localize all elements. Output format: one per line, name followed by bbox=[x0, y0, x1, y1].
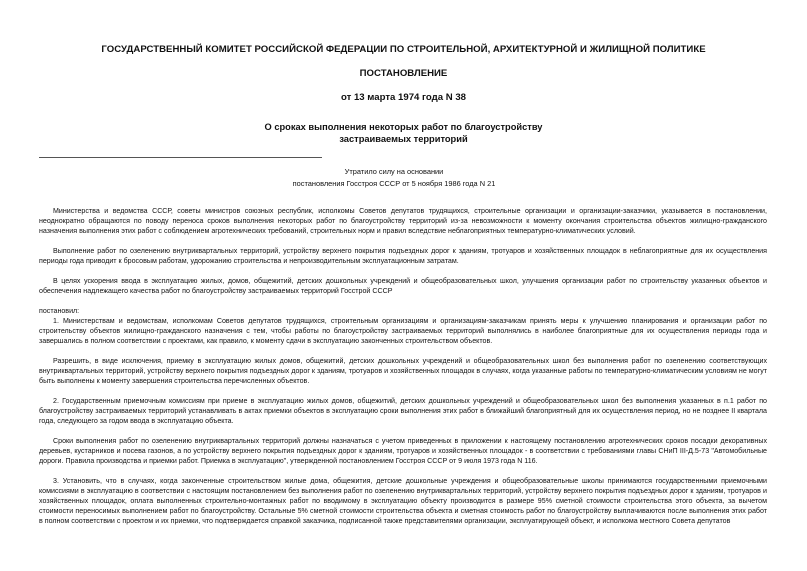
paragraph: Сроки выполнения работ по озеленению внутриквартальных территорий должны назначаться с учетом приведенных в приложении к настоящему постановлению агротехнических сроков посадки декоративных деревьев, кустарников и посева газонов, а по устройству верхнего покрытия подъездных дорог к зданиям, тротуаров и хозяйственных площадок - в соответствии с требованиями главы СНиП III-Д.5-73 "Автомобильные дороги. Правила производства и приемки работ. Приемка в эксплуатацию", утвержденной постановлением Госстроя СССР от 9 июля 1973 года N 116. bbox=[39, 437, 767, 465]
document-date-number: от 13 марта 1974 года N 38 bbox=[340, 92, 467, 103]
paragraph-resolution: постановил: bbox=[39, 307, 80, 315]
paragraph: Выполнение работ по озеленению внутриквартальных территорий, устройству верхнего покрытия подъездных дорог к зданиям, тротуаров и хозяйственных площадок в неблагоприятные для их осуществления периоды года приводит к бросовым работам, удорожанию строительства и непроизводительным эксплуатационным затратам. bbox=[39, 247, 767, 265]
paragraph: Министерства и ведомства СССР, советы министров союзных республик, исполкомы Советов депутатов трудящихся, строительные организации и организации-заказчики, указывается в постановлении, неоднократно обращаются по поводу переноса сроков выполнения некоторых работ по благоустройству территорий из-за невозможности к моменту окончания строительства объектов жилищно-гражданского назначения выполнения этих работ с соблюдением агротехнических требований, строительных норм и правил вследствие неблагоприятных температурно-климатических условий. bbox=[39, 207, 767, 235]
document-title bbox=[0, 121, 807, 145]
paragraph: Разрешить, в виде исключения, приемку в эксплуатацию жилых домов, общежитий, детских дошкольных учреждений и общеобразовательных школ без выполнения работ по озеленению соответствующих внутриквартальных территорий, устройству верхнего покрытия подъездных дорог к зданиям, тротуаров и хозяйственных площадок в случаях, когда указанные работы по температурно-климатическим условиям не могут быть выполнены к моменту завершения строительства перечисленных объектов. bbox=[39, 357, 767, 385]
paragraph: 2. Государственным приемочным комиссиям при приеме в эксплуатацию жилых домов, общежитий, детских дошкольных учреждений и общеобразовательных школ без выполнения указанных в п.1 работ по благоустройству застраиваемых территорий устанавливать в актах приемки объектов в эксплуатацию сроки выполнения этих работ в ближайший благоприятный для их осуществления период, но не позднее II квартала года, следующего за годом ввода в эксплуатацию объекта. bbox=[39, 397, 767, 425]
title-line-1: О сроках выполнения некоторых работ по благоустройству bbox=[264, 122, 543, 132]
status-note bbox=[270, 166, 518, 190]
paragraph: 1. Министерствам и ведомствам, исполкомам Советов депутатов трудящихся, строительным организациям и организациям-заказчикам принять меры к улучшению планирования и организации работ по строительству объектов жилищно-гражданского назначения с тем, чтобы работы по благоустройству застраиваемых территорий выполнялись в наиболее благоприятные для их осуществления периоды года и завершались в полном соответствии с проектами, как правило, к моменту сдачи в эксплуатацию законченных строительством объектов. bbox=[39, 317, 767, 345]
status-note-line-2: постановления Госстроя СССР от 5 ноября 1986 года N 21 bbox=[292, 179, 496, 188]
status-note-line-1: Утратило силу на основании bbox=[344, 167, 444, 176]
document-type: ПОСТАНОВЛЕНИЕ bbox=[359, 68, 448, 79]
divider bbox=[39, 157, 322, 158]
issuing-committee: ГОСУДАРСТВЕННЫЙ КОМИТЕТ РОССИЙСКОЙ ФЕДЕРАЦИИ ПО СТРОИТЕЛЬНОЙ, АРХИТЕКТУРНОЙ И ЖИЛИЩНОЙ ПОЛИТИКЕ bbox=[101, 44, 706, 55]
document-body bbox=[39, 206, 767, 536]
paragraph: В целях ускорения ввода в эксплуатацию жилых, домов, общежитий, детских дошкольных учреждений и общеобразовательных школ, улучшения организации работ по строительству указанных объектов и обеспечения надлежащего качества работ по благоустройству застраиваемых территорий Госстрой СССР bbox=[39, 277, 767, 295]
title-line-2: застраиваемых территорий bbox=[339, 134, 468, 144]
paragraph: 3. Установить, что в случаях, когда законченные строительством жилые дома, общежития, детские дошкольные учреждения и общеобразовательные школы принимаются государственными приемочными комиссиями в эксплуатацию в соответствии с настоящим постановлением без выполнения работ по озеленению внутриквартальных территорий, устройству верхнего покрытия подъездных дорог к зданиям, тротуаров и хозяйственных площадок, оплата выполненных строительно-монтажных работ по вводимому в эксплуатацию объекту производится в размере 95% сметной стоимости строительства этого объекта, за вычетом стоимости переносимых выполнением работ по благоустройству. Остальные 5% сметной стоимости строительства объекта и сметная стоимость работ по благоустройству выплачиваются после выполнения этих работ в полном соответствии с проектом и их приемки, что подтверждается справкой заказчика, подписанной также представителями организации, эксплуатирующей объект, и исполкома местного Совета депутатов bbox=[39, 477, 767, 525]
